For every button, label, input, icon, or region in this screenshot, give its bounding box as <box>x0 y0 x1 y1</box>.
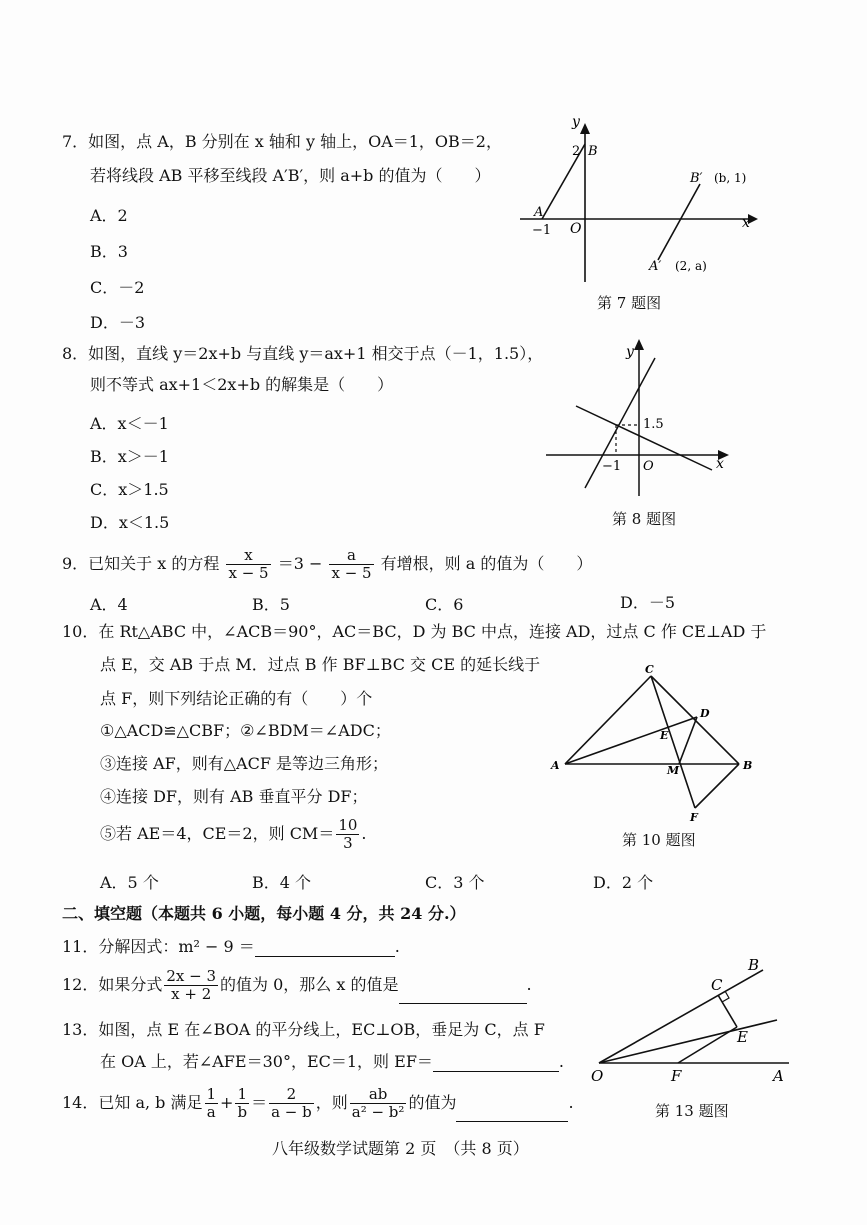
q12-line <box>62 966 532 1004</box>
q14-pre: 14．已知 a, b 满足 <box>62 1093 203 1112</box>
q14-post: 的值为 <box>408 1093 457 1112</box>
q13-label-e: E <box>737 1028 748 1046</box>
q14-frac4-den: a² − b² <box>351 1103 405 1121</box>
q10-s5-fraction <box>336 817 359 852</box>
q13-label-a: A <box>773 1067 784 1085</box>
q10-statement-1-2: ①△ACD≌△CBF；②∠BDM＝∠ADC； <box>100 721 391 740</box>
q7-line1: 7．如图，点 A，B 分别在 x 轴和 y 轴上，OA＝1，OB＝2， <box>62 132 502 151</box>
q9-frac2-den: x − 5 <box>331 564 372 582</box>
q7-y-label: y <box>572 114 580 130</box>
q14-plus: + <box>220 1093 234 1112</box>
q12-post: 的值为 0，那么 x 的值是 <box>220 975 399 994</box>
q10-statement-4: ④连接 DF，则有 AB 垂直平分 DF； <box>100 787 368 806</box>
q7-y-arrow-icon <box>580 123 590 134</box>
q7-caption: 第 7 题图 <box>597 294 662 312</box>
q10-s5-den: 3 <box>343 834 353 852</box>
q8-x-label: x <box>716 456 724 472</box>
q7-tick-2: 2 <box>572 144 581 159</box>
q10-statement-5 <box>100 814 367 854</box>
q10-label-d: D <box>700 707 710 720</box>
q13-segment-fe <box>678 1027 737 1063</box>
q11-answer-blank[interactable] <box>255 938 395 957</box>
q10-s5-num: 10 <box>338 816 358 834</box>
q8-y-arrow-icon <box>634 339 644 350</box>
q13-label-o: O <box>591 1067 604 1085</box>
q14-fraction-3 <box>269 1086 314 1121</box>
q14-fraction-4 <box>350 1086 407 1121</box>
q10-line2: 点 E，交 AB 于点 M．过点 B 作 BF⊥BC 交 CE 的延长线于 <box>100 655 541 674</box>
q14-frac3-den: a − b <box>271 1103 312 1121</box>
page-footer: 八年级数学试题第 2 页 （共 8 页） <box>272 1139 529 1158</box>
q10-option-c: C．3 个 <box>425 873 485 892</box>
q7-x-label: x <box>742 215 750 231</box>
q10-option-b: B．4 个 <box>252 873 312 892</box>
q9-option-c: C．6 <box>425 595 464 614</box>
q8-option-c: C．x＞1.5 <box>90 480 169 499</box>
q10-line3: 点 F，则下列结论正确的有（ ）个 <box>100 689 373 708</box>
q10-label-b: B <box>743 759 753 772</box>
q7-option-d: D．－3 <box>90 313 146 332</box>
section-2-heading: 二、填空题（本题共 6 小题，每小题 4 分，共 24 分.） <box>62 904 466 923</box>
q13-label-f: F <box>671 1067 682 1085</box>
q10-statement-3: ③连接 AF，则有△ACF 是等边三角形； <box>100 754 389 773</box>
q14-end: . <box>568 1093 574 1112</box>
q9-option-a: A．4 <box>90 595 128 614</box>
q8-option-a: A．x＜－1 <box>90 414 169 433</box>
q13-end: . <box>558 1052 565 1071</box>
q10-segment-ac <box>565 676 651 764</box>
q8-y-label: y <box>626 344 634 360</box>
q12-end: . <box>526 975 532 994</box>
q8-tick-1-5: 1.5 <box>643 417 664 432</box>
q13-line2 <box>100 1052 564 1072</box>
q10-label-e: E <box>660 729 669 742</box>
q13-answer-blank[interactable] <box>433 1053 559 1072</box>
q14-fraction-1 <box>205 1086 219 1121</box>
q13-figure <box>585 950 800 1090</box>
q7-point-a-label: A <box>534 205 544 220</box>
q10-label-c: C <box>645 663 654 676</box>
q9-frac1-num: x <box>226 547 270 565</box>
q8-option-b: B．x＞－1 <box>90 447 169 466</box>
q7-tick-neg1: −1 <box>532 223 552 238</box>
q8-origin-label: O <box>643 459 654 474</box>
q7-option-a: A．2 <box>90 206 128 225</box>
q14-mid: ，则 <box>315 1093 348 1112</box>
q10-label-f: F <box>690 811 698 824</box>
q10-segment-cf <box>651 676 695 808</box>
q7-option-b: B．3 <box>90 242 128 261</box>
q10-option-d: D．2 个 <box>593 873 654 892</box>
q10-segment-dm <box>679 717 697 764</box>
q14-frac1-num: 1 <box>206 1085 217 1103</box>
q14-fraction-2 <box>235 1086 249 1121</box>
q14-eq: ＝ <box>251 1093 268 1112</box>
q10-segment-bf <box>695 764 739 808</box>
q14-answer-blank[interactable] <box>456 1103 568 1122</box>
q8-tick-neg1: −1 <box>602 459 622 474</box>
q12-answer-blank[interactable] <box>399 985 527 1004</box>
q10-label-a: A <box>551 759 560 772</box>
q8-option-d: D．x＜1.5 <box>90 513 170 532</box>
q13-label-c: C <box>711 976 723 994</box>
q10-s5-post: . <box>361 824 367 843</box>
q9-line <box>62 546 592 582</box>
q13-label-b: B <box>748 956 760 974</box>
q13-line2-text: 在 OA 上，若∠AFE＝30°，EC＝1，则 EF＝ <box>100 1052 433 1071</box>
q9-mid: ＝3 − <box>277 554 323 573</box>
q9-frac1-den: x − 5 <box>228 564 269 582</box>
q12-frac-den: x + 2 <box>171 985 212 1003</box>
q8-figure <box>540 338 740 503</box>
q7-line2: 若将线段 AB 平移至线段 A′B′，则 a+b 的值为（ ） <box>90 166 491 185</box>
q13-line1: 13．如图，点 E 在∠BOA 的平分线上，EC⊥OB，垂足为 C，点 F <box>62 1020 545 1039</box>
q7-point-bp-label: B′ <box>690 171 703 186</box>
q7-option-c: C．－2 <box>90 278 145 297</box>
q14-frac1-den: a <box>206 1103 216 1121</box>
q7-figure <box>510 112 760 297</box>
q9-option-b: B．5 <box>252 595 290 614</box>
q12-pre: 12．如果分式 <box>62 975 163 994</box>
q13-ray-ob <box>599 970 763 1063</box>
q14-frac3-num: 2 <box>269 1086 314 1104</box>
q10-caption: 第 10 题图 <box>622 831 696 849</box>
q9-fraction-2 <box>329 547 373 582</box>
q10-figure <box>545 660 770 825</box>
q14-frac2-num: 1 <box>235 1086 249 1104</box>
q13-caption: 第 13 题图 <box>655 1102 729 1120</box>
q9-pre: 9．已知关于 x 的方程 <box>62 554 220 573</box>
q14-frac4-num: ab <box>350 1086 407 1104</box>
q9-option-d: D．－5 <box>620 593 676 612</box>
q10-line1: 10．在 Rt△ABC 中，∠ACB＝90°，AC＝BC，D 为 BC 中点，连接 AD，过点 C 作 CE⊥AD 于 <box>62 622 767 641</box>
q7-point-b-label: B <box>588 144 598 159</box>
q11-end: . <box>394 937 400 956</box>
q12-frac-num: 2x − 3 <box>166 967 217 985</box>
q10-option-a: A．5 个 <box>100 873 159 892</box>
q8-caption: 第 8 题图 <box>612 510 677 528</box>
q7-point-ap-coords: (2, a) <box>675 259 707 273</box>
q9-fraction-1 <box>226 547 270 582</box>
q10-s5-pre: ⑤若 AE＝4，CE＝2，则 CM＝ <box>100 824 335 843</box>
q9-frac2-num: a <box>329 547 373 565</box>
q12-fraction <box>164 968 218 1003</box>
q7-point-ap-label: A′ <box>649 259 662 274</box>
q14-frac2-den: b <box>237 1103 248 1121</box>
q10-label-m: M <box>667 764 680 777</box>
q8-line1: 8．如图，直线 y＝2x+b 与直线 y＝ax+1 相交于点（－1，1.5）， <box>62 344 544 363</box>
q8-line2: 则不等式 ax+1＜2x+b 的解集是（ ） <box>90 375 394 394</box>
q11-line <box>62 937 400 957</box>
q7-segment-apbp <box>658 184 700 260</box>
q14-line <box>62 1084 574 1122</box>
q7-point-bp-coords: (b, 1) <box>714 171 747 185</box>
q7-origin-label: O <box>570 221 582 237</box>
q13-segment-ec <box>718 995 737 1027</box>
q11-text: 11．分解因式：m² − 9 ＝ <box>62 937 255 956</box>
q9-post: 有增根，则 a 的值为（ ） <box>380 554 593 573</box>
